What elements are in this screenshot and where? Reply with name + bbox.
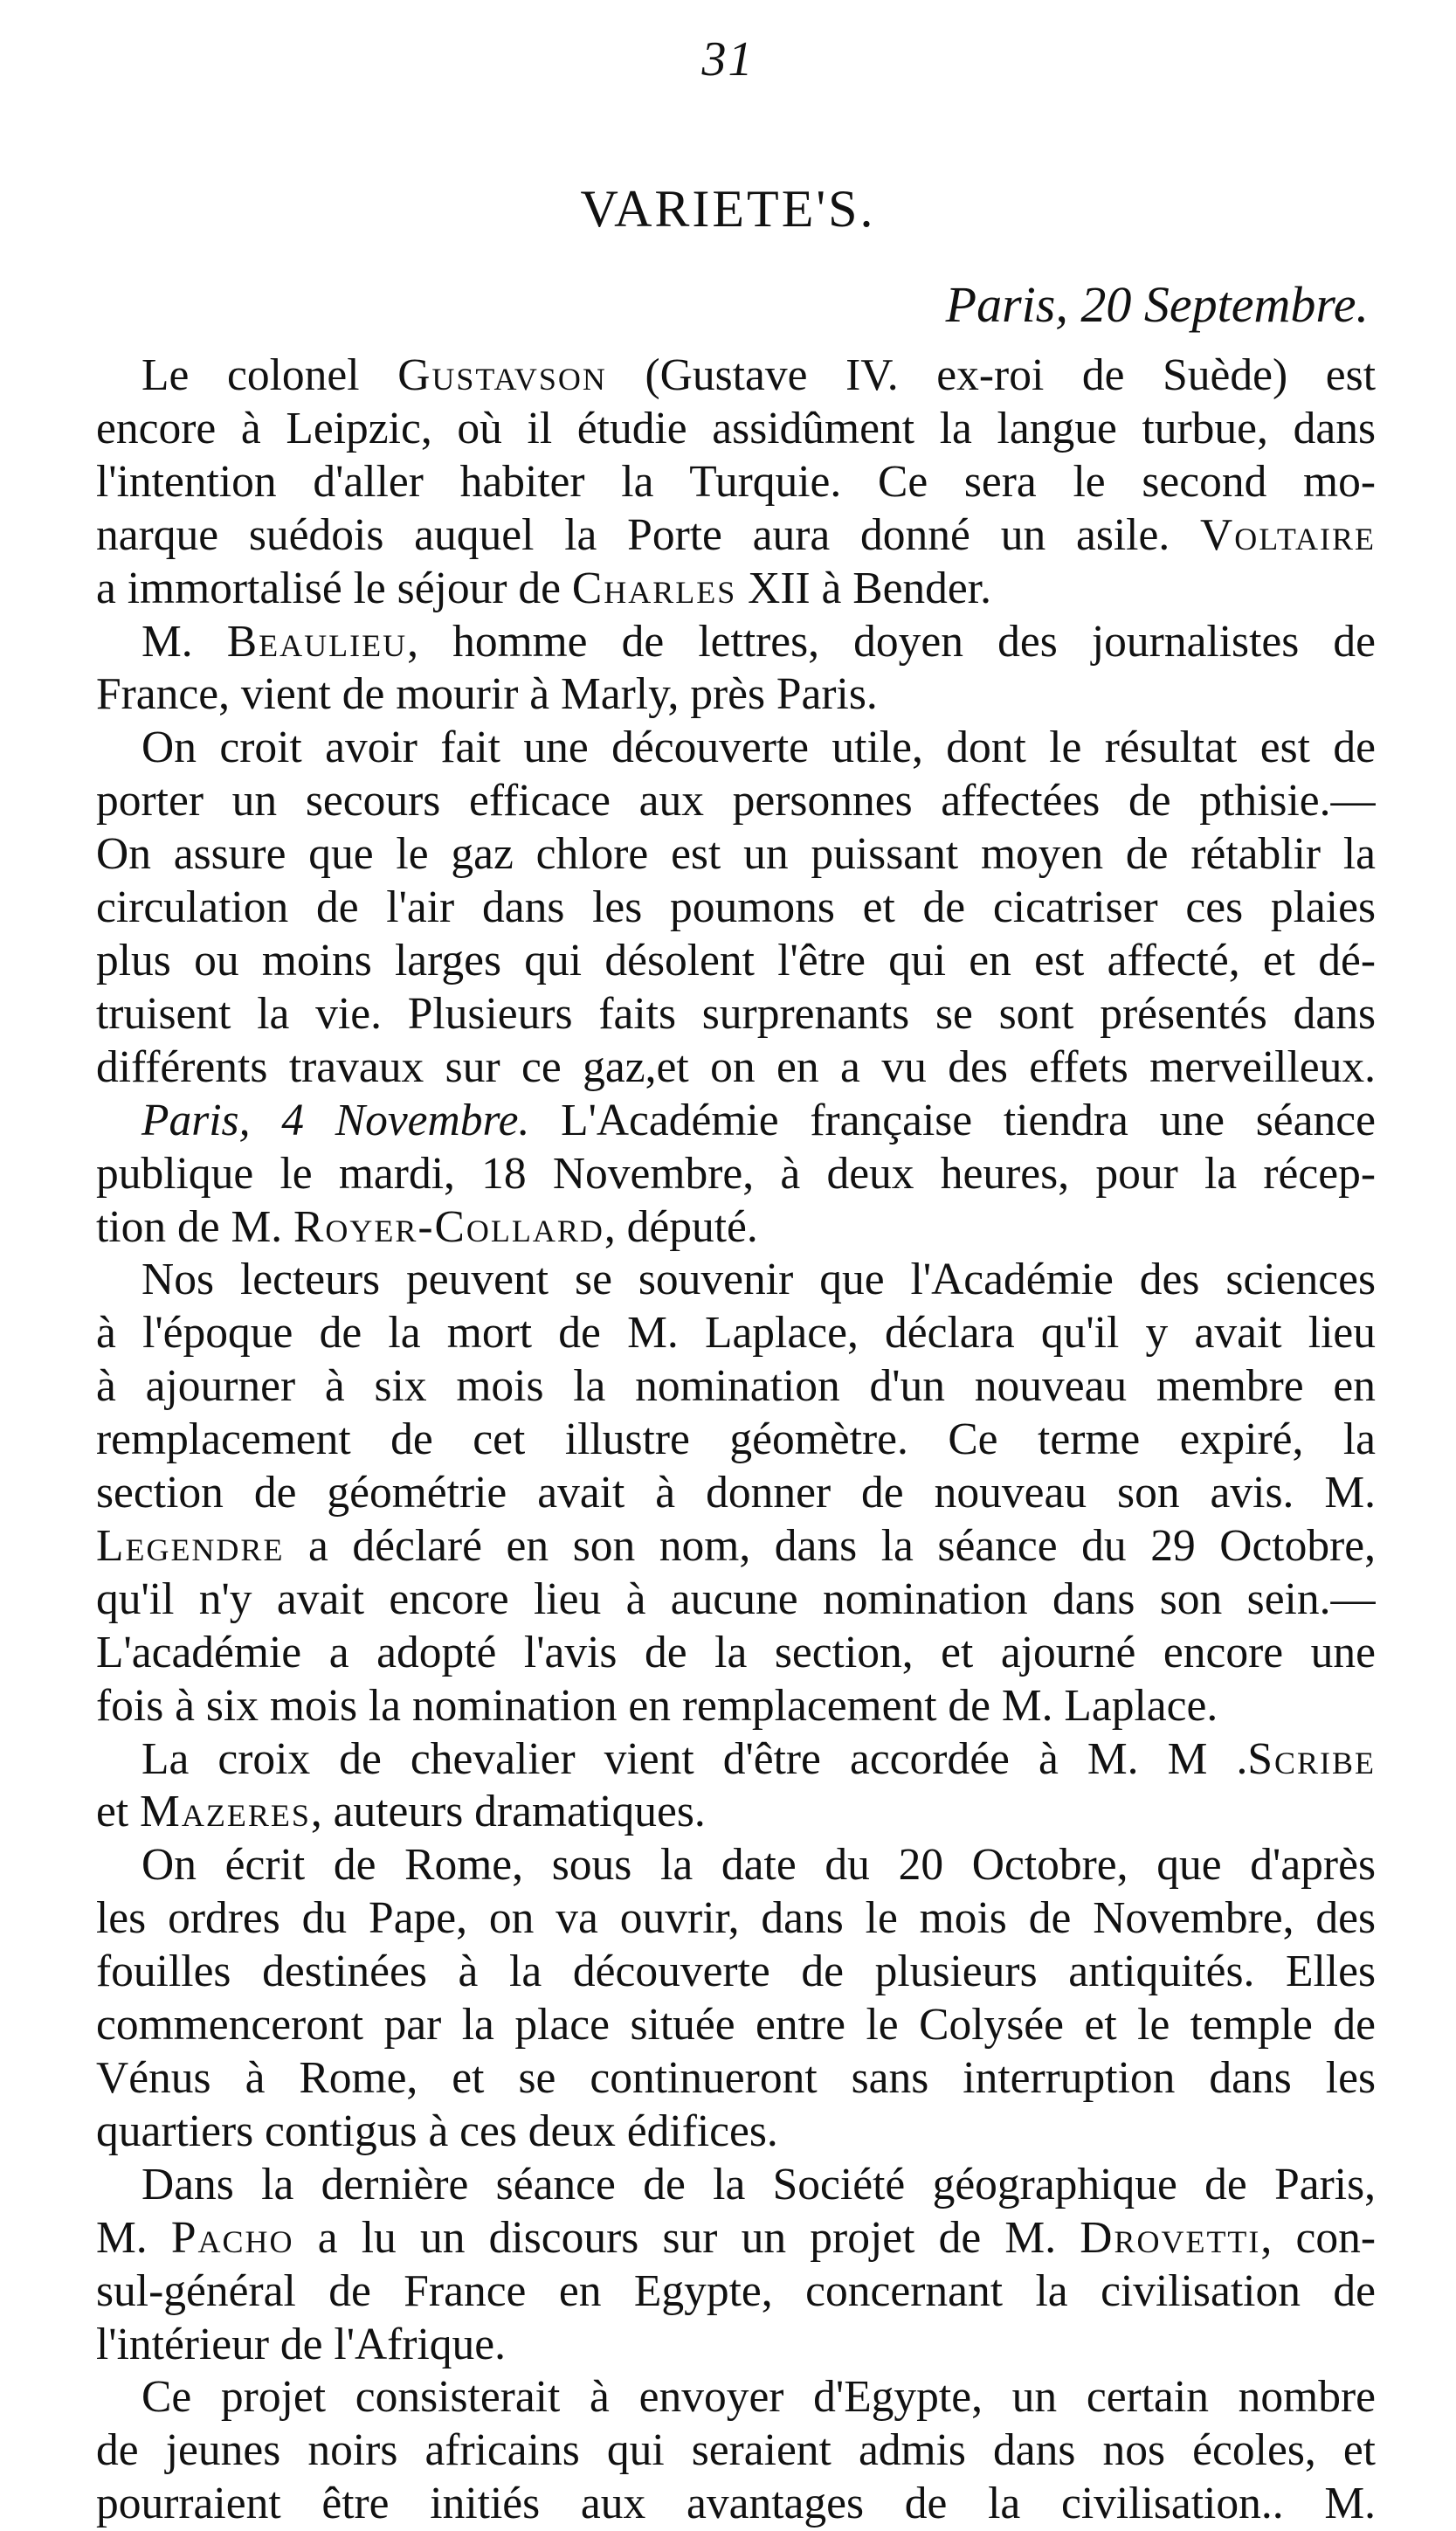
text-line: L'académie a adopté l'avis de la section, et ajourné encore une: [96, 1627, 1376, 1677]
text-line: M. Pacho a lu un discours sur un projet de M. Drovetti, con-: [96, 2212, 1376, 2263]
text-line: fouilles destinées à la découverte de plusieurs antiquités. Elles: [96, 1947, 1376, 1997]
proper-name: Scribe: [1247, 1733, 1376, 1784]
proper-name: Gustavson: [397, 350, 607, 400]
text-line: et Mazeres, auteurs dramatiques.: [96, 1787, 706, 1837]
article-body: [96, 349, 1376, 2531]
text-line: porter un secours efficace aux personnes affectées de pthisie.—: [96, 776, 1376, 826]
dateline: Paris, 20 Septembre.: [945, 276, 1369, 333]
text-line: Legendre a déclaré en son nom, dans la séance du 29 Octobre,: [96, 1520, 1376, 1571]
proper-name: Mazeres: [140, 1787, 311, 1837]
proper-name: Beaulieu: [226, 616, 408, 667]
text-line: On croit avoir fait une découverte utile, dont le résultat est de: [141, 723, 1376, 773]
proper-name: Voltaire: [1200, 509, 1376, 560]
text-line: pourraient être initiés aux avantages de la civilisation.. M.: [96, 2479, 1376, 2529]
text-line: truisent la vie. Plusieurs faits surprenants se sont présentés dans: [96, 988, 1376, 1039]
proper-name: Royer-Collard: [293, 1201, 604, 1252]
text-line: remplacement de cet illustre géomètre. Ce terme expiré, la: [96, 1414, 1376, 1465]
text-line: On assure que le gaz chlore est un puissant moyen de rétablir la: [96, 829, 1376, 880]
text-line: l'intention d'aller habiter la Turquie. Ce sera le second mo-: [96, 456, 1376, 507]
text-line: M. Beaulieu, homme de lettres, doyen des journalistes de: [141, 616, 1376, 667]
text-line: l'intérieur de l'Afrique.: [96, 2319, 507, 2369]
text-line: Vénus à Rome, et se continueront sans interruption dans les: [96, 2053, 1376, 2103]
text-line: quartiers contigus à ces deux édifices.: [96, 2106, 778, 2156]
text-line: à l'époque de la mort de M. Laplace, déclara qu'il y avait lieu: [96, 1308, 1376, 1359]
text-line: plus ou moins larges qui désolent l'être qui en est affecté, et dé-: [96, 935, 1376, 985]
text-line: de jeunes noirs africains qui seraient admis dans nos écoles, et: [96, 2425, 1376, 2476]
text-line: France, vient de mourir à Marly, près Paris.: [96, 669, 878, 720]
text-line: les ordres du Pape, on va ouvrir, dans le mois de Novembre, des: [96, 1893, 1376, 1944]
text-line: section de géométrie avait à donner de nouveau son avis. M.: [96, 1468, 1376, 1518]
text-line: différents travaux sur ce gaz,et on en a vu des effets merveilleux.: [96, 1041, 1376, 1092]
proper-name: Drovetti: [1080, 2212, 1261, 2263]
text-line: sul-général de France en Egypte, concernant la civilisation de: [96, 2265, 1376, 2316]
text-line: encore à Leipzic, où il étudie assidûment la langue turbue, dans: [96, 403, 1376, 453]
text-line: a immortalisé le séjour de Charles XII à Bender.: [96, 563, 991, 613]
section-title: VARIETE'S.: [580, 180, 876, 238]
text-line: On écrit de Rome, sous la date du 20 Octobre, que d'après: [141, 1840, 1376, 1891]
text-line: circulation de l'air dans les poumons et de cicatriser ces plaies: [96, 882, 1376, 933]
text-line: La croix de chevalier vient d'être accordée à M. M .Scribe: [141, 1733, 1376, 1784]
text-line: Dans la dernière séance de la Société géographique de Paris,: [141, 2159, 1376, 2209]
text-line: qu'il n'y avait encore lieu à aucune nomination dans son sein.—: [96, 1573, 1376, 1624]
proper-name: Pacho: [170, 2212, 294, 2263]
text-line: tion de M. Royer-Collard, député.: [96, 1201, 758, 1252]
proper-name: Legendre: [96, 1520, 285, 1571]
text-line: Nos lecteurs peuvent se souvenir que l'Académie des sciences: [141, 1255, 1376, 1305]
text-line: narque suédois auquel la Porte aura donné un asile. Voltaire: [96, 509, 1376, 560]
text-line: publique le mardi, 18 Novembre, à deux heures, pour la récep-: [96, 1148, 1376, 1199]
page-number: 31: [701, 32, 755, 86]
proper-name: Charles: [571, 563, 737, 613]
text-line: à ajourner à six mois la nomination d'un nouveau membre en: [96, 1361, 1376, 1412]
dateline-inline: Paris, 4 Novembre.: [141, 1095, 530, 1145]
text-line: Ce projet consisterait à envoyer d'Egypte, un certain nombre: [141, 2372, 1376, 2423]
text-line: Paris, 4 Novembre. L'Académie française tiendra une séance: [141, 1095, 1376, 1145]
text-line: fois à six mois la nomination en remplacement de M. Laplace.: [96, 1680, 1218, 1731]
text-line: Le colonel Gustavson (Gustave IV. ex-roi de Suède) est: [141, 350, 1376, 400]
text-line: commenceront par la place située entre le Colysée et le temple de: [96, 2000, 1376, 2050]
